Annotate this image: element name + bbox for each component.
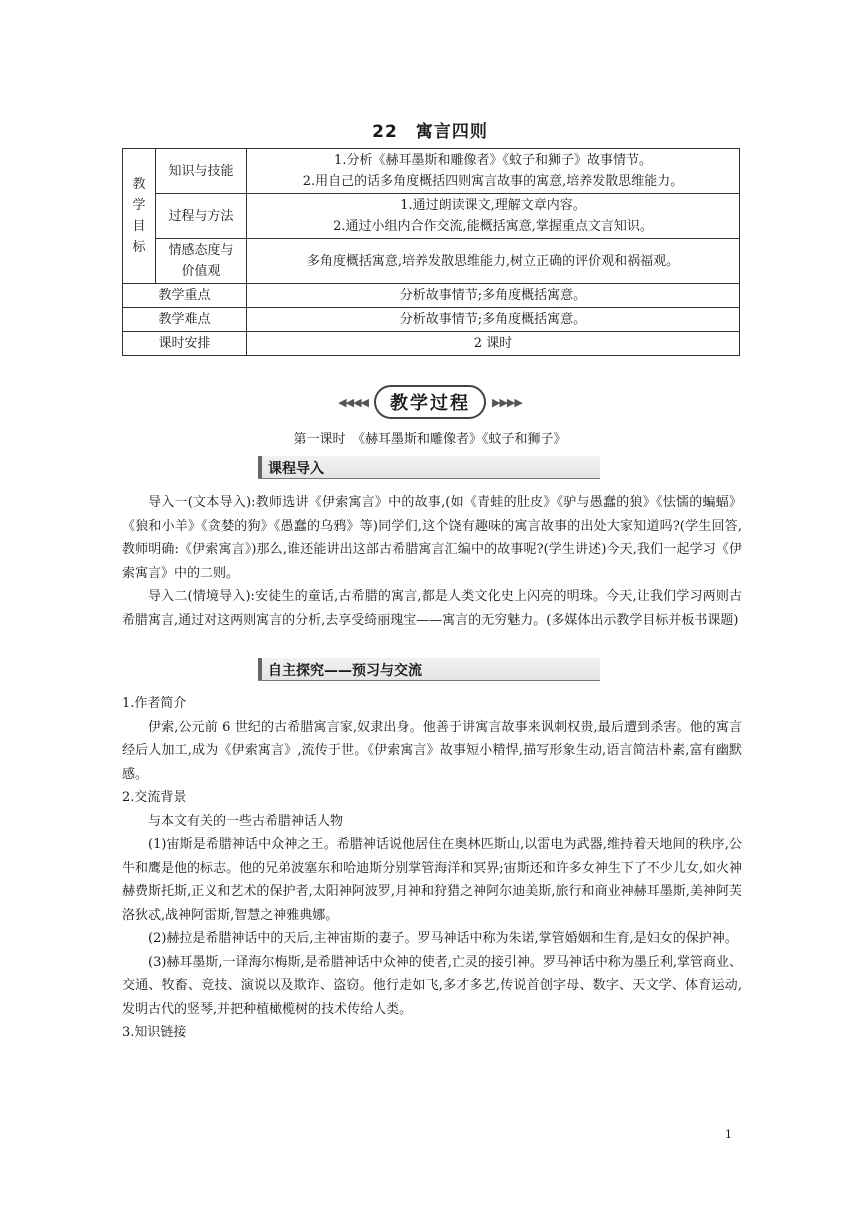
explore-text [122,692,742,1045]
background-intro: 与本文有关的一些古希腊神话人物 [148,813,344,829]
intro-paragraph-1: 导入一(文本导入):教师选讲《伊索寓言》中的故事,(如《青蛙的肚皮》《驴与愚蠢的狼》《怯懦的蝙蝠》《狼和小羊》《贪婪的狗》《愚蠢的乌鸦》等)同学们,这个饶有趣味的寓言故事的出处大家知道吗?(学生回答,教师明确:《伊索寓言》)那么,谁还能讲出这部古希腊寓言汇编中的故事呢?(学生讲述)今天,我们一起学习《伊索寓言》中的二则。 [122,495,742,581]
hera-paragraph: (2)赫拉是希腊神话中的天后,主神宙斯的妻子。罗马神话中称为朱诺,掌管婚姻和生育,是妇女的保护神。 [148,931,738,946]
section-header-explore: 自主探究——预习与交流 [258,658,600,681]
schedule-value: 2 课时 [247,332,740,356]
schedule-label: 课时安排 [123,332,247,356]
difficulty-value: 分析故事情节;多角度概括寓意。 [247,308,740,332]
objectives-table [122,148,740,356]
key-point-value: 分析故事情节;多角度概括寓意。 [247,284,740,308]
zeus-paragraph: (1)宙斯是希腊神话中众神之王。希腊神话说他居住在奥林匹斯山,以雷电为武器,维持着天地间的秩序,公牛和鹰是他的标志。他的兄弟波塞东和哈迪斯分别掌管海洋和冥界;宙斯还和许多女神生下了不少儿女,如火神赫费斯托斯,正义和艺术的保护者,太阳神阿波罗,月神和狩猎之神阿尔迪美斯,旅行和商业神赫耳墨斯,美神阿芙洛狄忒,战神阿雷斯,智慧之神雅典娜。 [122,837,742,923]
attitude-values-label: 情感态度与 价值观 [156,239,247,284]
banner-label: 教学过程 [374,385,486,419]
intro-paragraph-2: 导入二(情境导入):安徒生的童话,古希腊的寓言,都是人类文化史上闪亮的明珠。今天,让我们学习两则古希腊寓言,通过对这两则寓言的分析,去享受绮丽瑰宝——寓言的无穷魅力。(多媒体出示教学目标并板书课题) [122,589,742,628]
intro-text [122,491,742,632]
page-number: 1 [725,1128,732,1141]
process-method-content: 1.通过朗读课文,理解文章内容。 2.通过小组内合作交流,能概括寓意,掌握重点文言知识。 [247,194,740,239]
knowledge-link-heading: 3.知识链接 [122,1025,187,1040]
teaching-goals-label: 教 学 目 标 [123,149,156,284]
lesson-heading: 第一课时 《赫耳墨斯和雕像者》《蚊子和狮子》 [293,432,567,447]
teaching-process-banner [0,385,860,419]
author-heading: 1.作者简介 [122,696,187,711]
arrows-right-icon: ▶▶▶▶ [492,395,522,409]
section-header-intro: 课程导入 [258,456,600,479]
difficulty-label: 教学难点 [123,308,247,332]
author-paragraph: 伊索,公元前 6 世纪的古希腊寓言家,奴隶出身。他善于讲寓言故事来讽刺权贵,最后遭到杀害。他的寓言经后人加工,成为《伊索寓言》,流传于世。《伊索寓言》故事短小精悍,描写形象生动,语言简洁朴素,富有幽默感。 [122,719,742,782]
page-title: 22 寓言四则 [372,122,488,142]
knowledge-skills-label: 知识与技能 [156,149,247,194]
attitude-values-content: 多角度概括寓意,培养发散思维能力,树立正确的评价观和祸福观。 [247,239,740,284]
background-heading: 2.交流背景 [122,790,187,805]
knowledge-skills-content: 1.分析《赫耳墨斯和雕像者》《蚊子和狮子》故事情节。 2.用自己的话多角度概括四则寓言故事的寓意,培养发散思维能力。 [247,149,740,194]
process-method-label: 过程与方法 [156,194,247,239]
hermes-paragraph: (3)赫耳墨斯,一译海尔梅斯,是希腊神话中众神的使者,亡灵的接引神。罗马神话中称为墨丘利,掌管商业、交通、牧畜、竞技、演说以及欺诈、盗窃。他行走如飞,多才多艺,传说首创字母、数字、天文学、体育运动,发明古代的竖琴,并把种植橄榄树的技术传给人类。 [122,954,742,1017]
arrows-left-icon: ◀◀◀◀ [338,395,368,409]
key-point-label: 教学重点 [123,284,247,308]
